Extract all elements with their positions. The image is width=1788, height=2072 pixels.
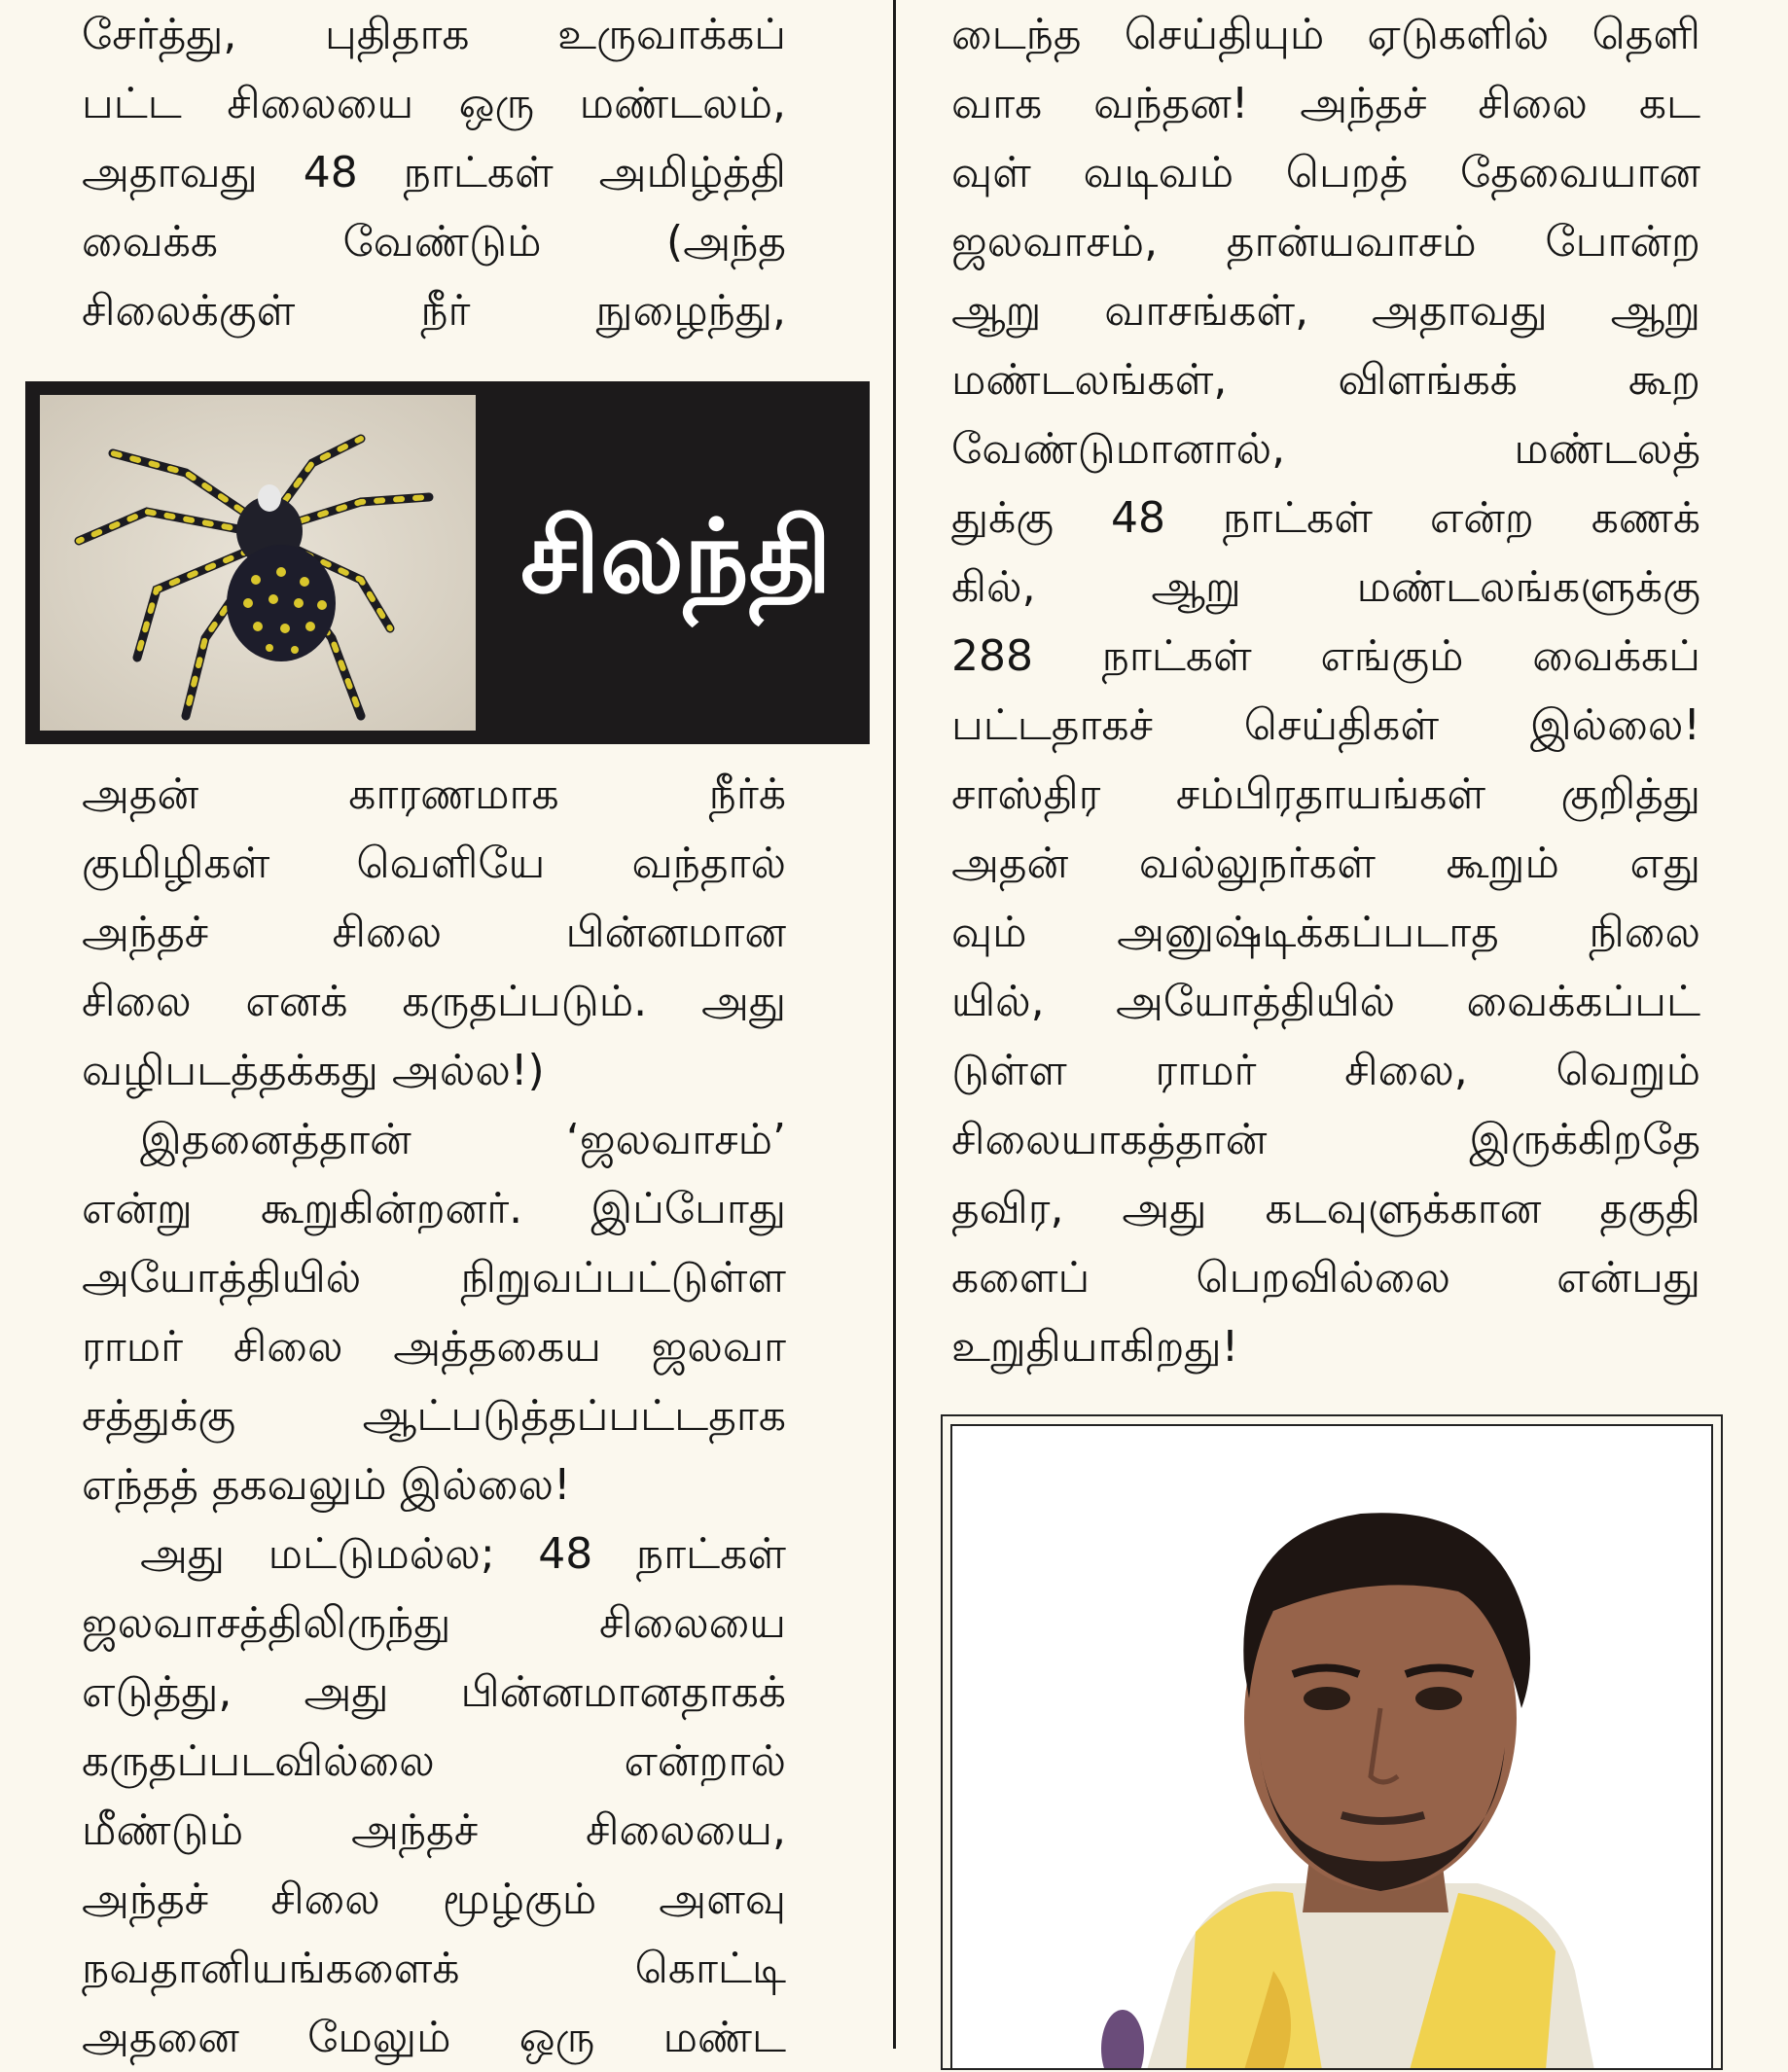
text-line: டைந்த செய்தியும் ஏடுகளில் தெளி <box>951 10 1700 59</box>
text-line: வும் அனுஷ்டிக்கப்படாத நிலை <box>951 908 1700 957</box>
text-line: மீண்டும் அந்தச் சிலையை, <box>82 1805 786 1855</box>
text-line: களைப் பெறவில்லை என்பது <box>951 1253 1700 1303</box>
text-line: அயோத்தியில் நிறுவப்பட்டுள்ள <box>82 1253 786 1303</box>
spider-photo <box>40 395 476 731</box>
text-line: உறுதியாகிறது! <box>951 1322 1239 1372</box>
text-line: வுள் வடிவம் பெறத் தேவையான <box>951 148 1700 197</box>
text-line: கில், ஆறு மண்டலங்களுக்கு <box>951 562 1700 612</box>
text-line: அந்தச் சிலை மூழ்கும் அளவு <box>82 1875 786 1924</box>
text-line: ராமர் சிலை அத்தகைய ஜலவா <box>82 1322 786 1372</box>
text-line: இதனைத்தான் ‘ஜலவாசம்’ <box>140 1115 786 1164</box>
text-line: பட்டதாகச் செய்திகள் இல்லை! <box>951 700 1700 750</box>
text-line: சிலைக்குள் நீர் நுழைந்து, <box>82 286 786 336</box>
text-line: அதாவது 48 நாட்கள் அமிழ்த்தி <box>82 148 786 197</box>
text-line: தவிர, அது கடவுளுக்கான தகுதி <box>951 1184 1700 1233</box>
person-portrait-icon <box>952 1426 1711 2068</box>
text-line: வைக்க வேண்டும் (அந்த <box>82 217 786 267</box>
column-divider <box>893 0 896 2049</box>
text-line: துக்கு 48 நாட்கள் என்ற கணக் <box>951 493 1700 543</box>
text-line: டுள்ள ராமர் சிலை, வெறும் <box>951 1046 1700 1095</box>
text-line: ஜலவாசம், தான்யவாசம் போன்ற <box>951 217 1700 267</box>
text-line: என்று கூறுகின்றனர். இப்போது <box>82 1184 786 1233</box>
text-line: சிலையாகத்தான் இருக்கிறதே <box>951 1115 1700 1164</box>
text-line: குமிழிகள் வெளியே வந்தால் <box>82 839 786 888</box>
spider-icon <box>40 395 476 731</box>
text-line: அது மட்டுமல்ல; 48 நாட்கள் <box>140 1529 786 1579</box>
text-line: ஆறு வாசங்கள், அதாவது ஆறு <box>951 286 1700 336</box>
author-portrait-photo <box>950 1424 1713 2068</box>
text-line: யில், அயோத்தியில் வைக்கப்பட் <box>951 977 1700 1026</box>
text-line: வாக வந்தன! அந்தச் சிலை கட <box>951 79 1700 128</box>
text-line: அந்தச் சிலை பின்னமான <box>82 908 786 957</box>
text-line: வேண்டுமானால், மண்டலத் <box>951 424 1700 474</box>
text-line: அதன் வல்லுநர்கள் கூறும் எது <box>951 839 1700 888</box>
text-line: சத்துக்கு ஆட்படுத்தப்பட்டதாக <box>82 1391 786 1441</box>
text-line: சிலை எனக் கருதப்படும். அது <box>82 977 786 1026</box>
text-line: வழிபடத்தக்கது அல்ல!) <box>82 1046 545 1095</box>
text-line: ஜலவாசத்திலிருந்து சிலையை <box>82 1598 786 1648</box>
text-line: எடுத்து, அது பின்னமானதாகக் <box>82 1667 786 1717</box>
text-line: பட்ட சிலையை ஒரு மண்டலம், <box>82 79 786 128</box>
text-line: எந்தத் தகவலும் இல்லை! <box>82 1460 571 1510</box>
text-line: நவதானியங்களைக் கொட்டி <box>82 1944 786 1993</box>
text-line: கருதப்படவில்லை என்றால் <box>82 1736 786 1786</box>
text-line: அதன் காரணமாக நீர்க் <box>82 769 786 819</box>
text-line: அதனை மேலும் ஒரு மண்ட <box>82 2013 786 2062</box>
text-line: மண்டலங்கள், விளங்கக் கூற <box>951 355 1700 405</box>
spider-banner <box>25 381 870 744</box>
text-line: சேர்த்து, புதிதாக உருவாக்கப் <box>82 10 786 59</box>
text-line: 288 நாட்கள் எங்கும் வைக்கப் <box>951 631 1700 681</box>
banner-title: சிலந்தி <box>520 496 832 616</box>
text-line: சாஸ்திர சம்பிரதாயங்கள் குறித்து <box>951 769 1700 819</box>
author-portrait-frame <box>941 1414 1723 2070</box>
